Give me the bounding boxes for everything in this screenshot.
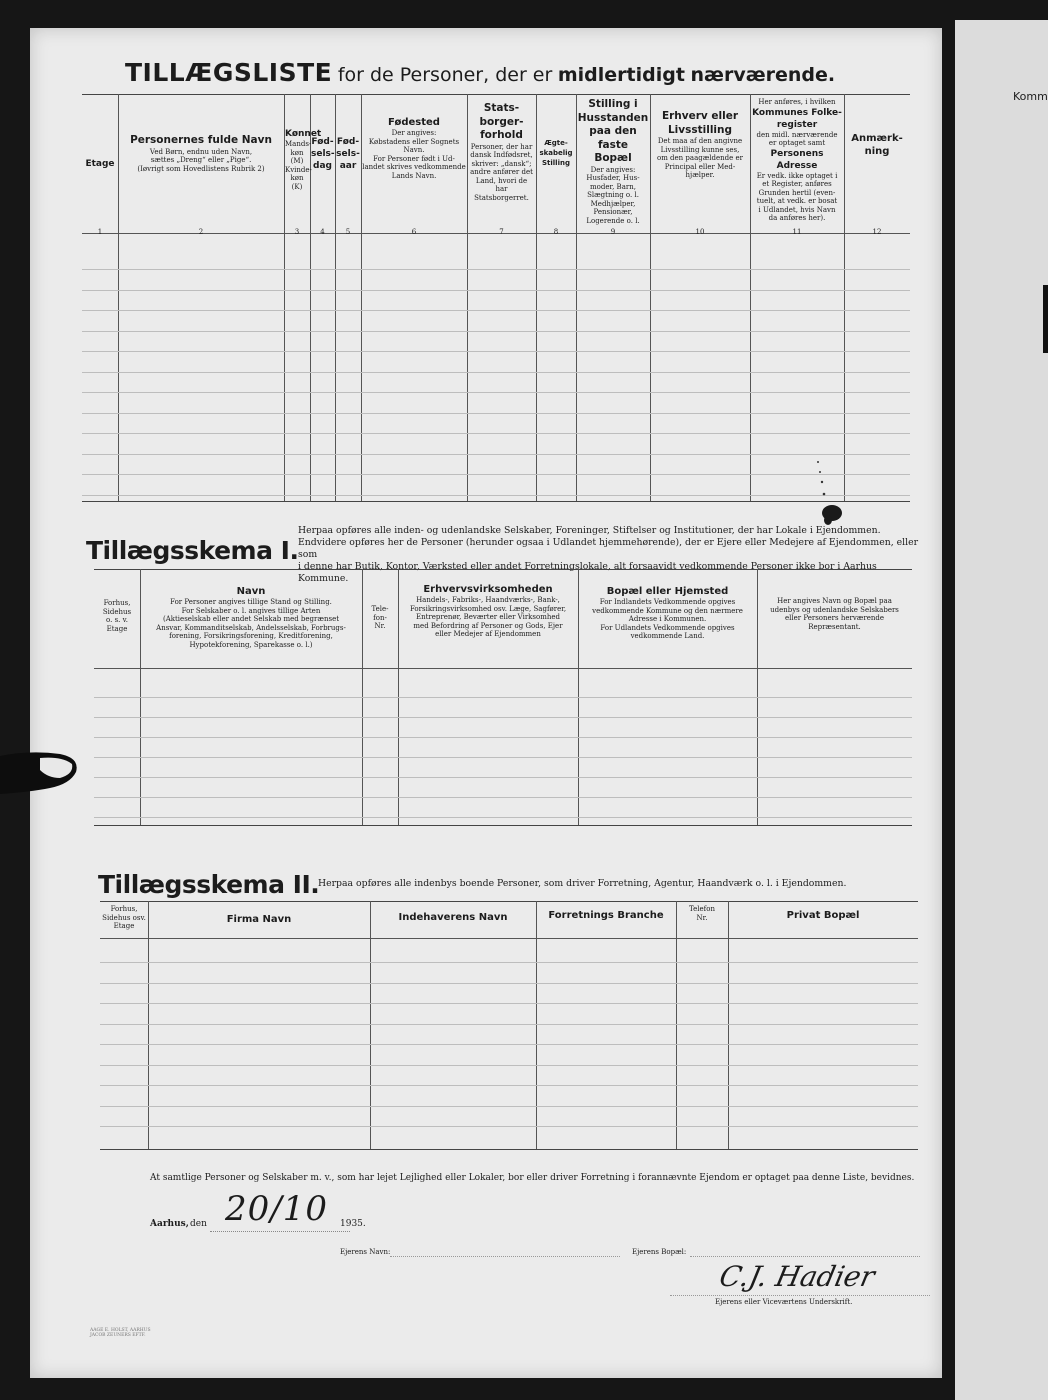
liste-col-header-text: om den paagældende er bbox=[656, 154, 744, 162]
skema2-row-line bbox=[100, 1065, 918, 1066]
liste-col-header-text: forhold bbox=[480, 129, 523, 141]
liste-col-header-3 bbox=[285, 98, 322, 229]
liste-col-header-1 bbox=[83, 98, 117, 229]
liste-col-header-text: Navn. bbox=[403, 146, 425, 154]
skema1-col-header-text: For Personer angives tillige Stand og Stilling. bbox=[170, 598, 332, 606]
skema2-row-line bbox=[100, 1044, 918, 1045]
liste-col-header-text: register bbox=[776, 119, 818, 130]
liste-col-header-text: dag bbox=[313, 161, 332, 171]
skema1-col-header-text: Forsikringsvirksomhed osv. Læge, Sagfører, bbox=[409, 604, 567, 613]
liste-col-header-9 bbox=[577, 98, 649, 229]
liste-row-line bbox=[82, 372, 910, 373]
liste-row-line bbox=[82, 474, 910, 475]
liste-col-header-text: Er vedk. ikke optaget i bbox=[756, 171, 838, 180]
skema2-col-divider bbox=[676, 901, 677, 1149]
skema1-col-header-text: o. s. v. bbox=[106, 616, 128, 624]
skema2-row-line bbox=[100, 1003, 918, 1004]
liste-bottom-rule bbox=[82, 501, 910, 502]
skema1-bottom-rule bbox=[94, 825, 912, 826]
date-handwritten: 20/10 bbox=[225, 1189, 328, 1229]
skema1-col-header-text: Sidehus bbox=[102, 607, 132, 616]
printer-imprint bbox=[90, 1328, 151, 1338]
liste-col-header-text: Slægtning o. l. bbox=[587, 191, 639, 199]
place-label: Aarhus, bbox=[150, 1219, 189, 1229]
liste-col-header-text: da anføres her). bbox=[768, 214, 826, 222]
liste-col-header-text: skriver: „dansk“; bbox=[471, 159, 532, 168]
liste-col-header-text: ning bbox=[864, 146, 890, 157]
skema2-row-line bbox=[100, 1126, 918, 1127]
liste-col-header-text: sels- bbox=[336, 149, 360, 159]
skema2-title: Tillægsskema II. bbox=[98, 870, 320, 899]
adjacent-page-text: Komm bbox=[1013, 90, 1048, 103]
liste-col-header-text: Stats- bbox=[483, 102, 520, 114]
liste-col-header-text: Principal eller Med- bbox=[664, 162, 736, 171]
skema1-col-header-1 bbox=[95, 573, 139, 664]
liste-col-header-text: Personens Adresse bbox=[770, 148, 824, 171]
liste-col-header-text: Anmærk- bbox=[851, 133, 903, 144]
skema2-row-line bbox=[100, 1106, 918, 1107]
liste-col-header-text: Fød- bbox=[311, 137, 334, 147]
liste-col-header-text: et Register, anføres bbox=[762, 180, 832, 188]
liste-col-header-text: Kønnet bbox=[285, 129, 322, 139]
skema1-top-rule bbox=[94, 569, 912, 570]
liste-col-header-text: tuelt, at vedk. er bosat bbox=[756, 197, 838, 205]
liste-col-header-text: (Iøvrigt som Hovedlistens Rubrik 2) bbox=[137, 164, 265, 173]
skema1-col-header-text: Handels-, Fabriks-, Haandværks-, Bank-, bbox=[416, 596, 560, 604]
skema2-row-line bbox=[100, 983, 918, 984]
liste-col-header-text: Personer, der har bbox=[470, 142, 533, 151]
liste-col-number: 11 bbox=[792, 228, 802, 236]
skema1-col-header-text: Bopæl eller Hjemsted bbox=[606, 586, 729, 597]
skema1-title: Tillægsskema I. bbox=[86, 536, 299, 565]
adjacent-page bbox=[955, 20, 1048, 1400]
liste-col-number: 5 bbox=[345, 228, 351, 236]
liste-col-header-text: aar bbox=[339, 161, 357, 171]
liste-col-header-text: moder, Barn, bbox=[590, 182, 636, 191]
liste-col-header-text: køn bbox=[290, 148, 304, 157]
liste-col-header-text: Kommunes Folke- bbox=[752, 107, 842, 118]
liste-col-header-8 bbox=[537, 98, 575, 229]
signature-line bbox=[670, 1295, 930, 1296]
liste-col-number: 9 bbox=[610, 228, 616, 236]
liste-col-header-5 bbox=[336, 98, 360, 229]
thumb-shadow bbox=[0, 748, 80, 808]
liste-col-header-text: sels- bbox=[311, 149, 335, 159]
adjacent-page-mark bbox=[1043, 285, 1048, 353]
skema2-col-divider bbox=[728, 901, 729, 1149]
skema1-col-header-text: For Udlandets Vedkommende opgives bbox=[600, 623, 735, 632]
liste-col-header-text: Stilling i bbox=[588, 98, 638, 110]
liste-row-line bbox=[82, 269, 910, 270]
liste-col-header-text: andre anfører det bbox=[470, 168, 533, 176]
skema1-col-header-text: med Befordring af Personer og Gods, Ejer bbox=[413, 621, 563, 630]
liste-row-line bbox=[82, 454, 910, 455]
skema2-row-line bbox=[100, 1085, 918, 1086]
liste-col-header-text: borger- bbox=[479, 115, 524, 128]
den-label: den bbox=[190, 1219, 207, 1229]
skema2-col-header-5 bbox=[677, 905, 727, 934]
owner-name-line bbox=[390, 1256, 620, 1257]
liste-col-number: 6 bbox=[411, 228, 417, 236]
liste-col-header-text: Det maa af den angivne bbox=[657, 137, 743, 145]
skema2-col-header-text: Firma Navn bbox=[226, 914, 292, 925]
liste-col-header-text: faste bbox=[597, 138, 629, 151]
liste-col-header-text: Pensionær, bbox=[593, 208, 633, 216]
skema1-col-header-text: Navn bbox=[236, 586, 266, 597]
skema2-bottom-rule bbox=[100, 1149, 918, 1150]
liste-col-header-text: Bopæl bbox=[594, 152, 632, 164]
skema2-col-header-text: Indehaverens Navn bbox=[398, 912, 508, 923]
skema1-col-header-2 bbox=[141, 573, 361, 664]
signature-handwritten: C.J. Hadier bbox=[716, 1260, 878, 1293]
liste-col-header-text: Ved Børn, endnu uden Navn, bbox=[149, 147, 253, 156]
liste-col-number: 8 bbox=[553, 228, 559, 236]
liste-col-header-text: landet skrives vedkommende bbox=[362, 163, 466, 171]
liste-col-number: 10 bbox=[695, 228, 705, 236]
liste-col-header-text: Logerende o. l. bbox=[586, 216, 640, 225]
liste-col-number: 12 bbox=[872, 228, 882, 236]
liste-col-header-text: Land, hvori de bbox=[475, 176, 528, 185]
liste-col-number: 3 bbox=[294, 228, 300, 236]
liste-col-header-text: Fødested bbox=[388, 117, 440, 128]
skema2-col-divider bbox=[370, 901, 371, 1149]
skema2-col-header-text: Nr. bbox=[696, 913, 708, 922]
skema1-col-header-text: udenbys og udenlandske Selskabers bbox=[770, 605, 899, 614]
liste-col-header-text: skabelig bbox=[539, 149, 573, 157]
skema1-col-header-text: eller Medejer af Ejendommen bbox=[435, 630, 541, 638]
skema2-row-line bbox=[100, 962, 918, 963]
liste-col-header-text: Stilling bbox=[542, 159, 570, 167]
skema1-col-header-text: Nr. bbox=[374, 622, 386, 630]
liste-col-number: 2 bbox=[198, 228, 204, 236]
liste-col-header-text: har Statsborgerret. bbox=[474, 185, 529, 202]
liste-title-bold: midlertidigt bbox=[557, 64, 685, 86]
liste-col-header-text: Grunden hertil (even- bbox=[758, 188, 836, 197]
liste-col-header-text: Kvinde- bbox=[285, 165, 312, 174]
liste-top-rule bbox=[82, 94, 910, 95]
skema2-col-header-1 bbox=[101, 905, 147, 934]
skema1-col-header-text: vedkommende Land. bbox=[630, 632, 705, 640]
liste-col-header-text: den midl. nærværende bbox=[756, 130, 838, 139]
liste-col-header-text: Livsstilling kunne ses, bbox=[660, 145, 740, 154]
liste-col-header-text: er optaget samt bbox=[768, 139, 826, 147]
liste-row-line bbox=[82, 331, 910, 332]
skema2-col-header-text: Telefon bbox=[689, 905, 715, 913]
skema1-col-header-text: For Indlandets Vedkommende opgives bbox=[599, 598, 736, 606]
skema1-col-header-3 bbox=[363, 573, 397, 664]
skema2-col-header-text: Forretnings Branche bbox=[548, 910, 664, 921]
skema1-col-header-text: Tele- bbox=[371, 605, 389, 613]
liste-col-header-text: sættes „Dreng“ eller „Pige“. bbox=[150, 156, 252, 164]
liste-row-line bbox=[82, 495, 910, 496]
liste-col-header-text: Der angives: bbox=[391, 129, 437, 137]
skema1-intro-line-1: Herpaa opføres alle inden- og udenlandske Selskaber, Foreninger, Stiftelser og Institutioner, der har Lokale i Ejendommen. bbox=[298, 525, 881, 536]
liste-col-header-text: Fød- bbox=[336, 137, 360, 147]
signature-label: Ejerens eller Viceværtens Underskrift. bbox=[715, 1298, 853, 1306]
skema1-col-header-text: vedkommende Kommune og den nærmere bbox=[592, 606, 743, 615]
skema2-col-header-text: Etage bbox=[113, 922, 135, 930]
liste-col-header-text: Her anføres, i hvilken bbox=[758, 98, 836, 106]
liste-col-header-text: For Personer født i Ud- bbox=[373, 154, 455, 163]
liste-col-header-text: paa den bbox=[589, 125, 637, 137]
liste-col-header-12 bbox=[845, 98, 909, 229]
liste-col-header-text: Ægte- bbox=[544, 139, 568, 147]
date-line bbox=[150, 1189, 550, 1235]
skema2-col-divider bbox=[148, 901, 149, 1149]
skema1-row-line bbox=[94, 777, 912, 778]
skema1-col-header-text: Hypotekforening, Sparekasse o. l.) bbox=[189, 640, 313, 649]
skema1-row-line bbox=[94, 757, 912, 758]
liste-col-header-2 bbox=[119, 98, 283, 229]
liste-col-header-text: køn bbox=[290, 174, 304, 182]
skema1-col-header-text: Forhus, bbox=[103, 599, 131, 607]
liste-col-number: 1 bbox=[97, 228, 103, 236]
skema1-col-header-text: For Selskaber o. l. angives tillige Arten bbox=[181, 606, 321, 615]
skema1-intro-line-3: i denne har Butik, Kontor, Værksted eller andet Forretningslokale, alt forsaavidt vedkommende Personer ikke bor i Aarhus Kommune. bbox=[298, 561, 877, 584]
liste-row-line bbox=[82, 310, 910, 311]
liste-col-header-text: Der angives: bbox=[590, 165, 636, 174]
skema1-row-line bbox=[94, 697, 912, 698]
skema1-col-header-text: eller Personers herværende bbox=[785, 614, 884, 622]
skema1-col-header-text: Etage bbox=[106, 624, 128, 633]
skema2-top-rule bbox=[100, 901, 918, 902]
liste-row-line bbox=[82, 433, 910, 434]
skema1-col-header-4 bbox=[399, 573, 577, 664]
liste-row-line bbox=[82, 351, 910, 352]
liste-col-header-text: Livsstilling bbox=[667, 123, 733, 136]
liste-title bbox=[125, 58, 835, 87]
skema2-col-header-6 bbox=[729, 905, 917, 934]
skema1-col-header-text: Entreprenør, Beværter eller Virksomhed bbox=[415, 613, 560, 621]
liste-col-header-6 bbox=[362, 98, 466, 229]
skema1-row-line bbox=[94, 737, 912, 738]
liste-col-header-text: Etage bbox=[85, 159, 115, 169]
owner-name-label: Ejerens Navn: bbox=[340, 1248, 391, 1256]
liste-col-header-text: Husfader, Hus- bbox=[586, 174, 640, 182]
skema1-col-header-text: Repræsentant. bbox=[808, 622, 861, 631]
liste-col-header-text: dansk Indfødsret, bbox=[470, 151, 533, 159]
liste-col-header-text: Erhverv eller bbox=[661, 110, 739, 122]
skema2-row-line bbox=[100, 1024, 918, 1025]
skema1-col-header-text: Adresse i Kommunen. bbox=[628, 615, 707, 623]
skema1-col-header-text: fon- bbox=[373, 613, 387, 622]
skema1-row-line bbox=[94, 817, 912, 818]
liste-col-header-text: Lands Navn. bbox=[391, 171, 437, 180]
liste-col-header-text: Husstanden bbox=[577, 111, 649, 124]
liste-col-header-text: Personernes fulde Navn bbox=[130, 134, 272, 146]
skema1-col-header-text: Erhvervsvirksomheden bbox=[423, 584, 553, 595]
liste-col-number: 7 bbox=[499, 228, 504, 236]
skema2-col-header-4 bbox=[537, 905, 675, 934]
owner-address-line bbox=[690, 1256, 920, 1257]
printer-line-1: AAGE E. HOLST, AARHUS bbox=[90, 1328, 151, 1333]
liste-row-line bbox=[82, 290, 910, 291]
liste-col-header-text: i Udlandet, hvis Navn bbox=[758, 205, 836, 214]
skema2-col-divider bbox=[536, 901, 537, 1149]
liste-col-header-text: Mands- bbox=[285, 140, 312, 148]
skema1-row-line bbox=[94, 797, 912, 798]
skema2-col-header-3 bbox=[371, 905, 535, 934]
liste-title-main: TILLÆGSLISTE bbox=[125, 58, 333, 87]
liste-col-header-10 bbox=[651, 98, 749, 229]
skema1-row-line bbox=[94, 717, 912, 718]
owner-address-label: Ejerens Bopæl: bbox=[632, 1248, 687, 1256]
liste-col-header-4 bbox=[311, 98, 334, 229]
skema2-col-header-2 bbox=[149, 905, 369, 934]
liste-col-number: 4 bbox=[320, 228, 325, 236]
skema1-col-header-text: forening, Forsikringsforening, Kreditforening, bbox=[169, 632, 333, 640]
liste-col-header-text: Købstadens eller Sognets bbox=[368, 137, 460, 146]
liste-col-header-text: (K) bbox=[291, 182, 303, 191]
skema1-col-header-6 bbox=[758, 573, 911, 664]
liste-col-header-text: hjælper. bbox=[685, 171, 715, 179]
liste-col-header-text: (M) bbox=[290, 157, 304, 165]
liste-title-rest-b: nærværende. bbox=[690, 64, 836, 86]
skema2-col-header-text: Privat Bopæl bbox=[786, 910, 860, 921]
liste-row-line bbox=[82, 413, 910, 414]
form-page bbox=[30, 28, 942, 1378]
skema2-col-header-text: Forhus, bbox=[110, 905, 138, 913]
liste-title-rest-a: for de Personer, der er bbox=[337, 64, 553, 86]
printer-line-2: JACOB ZEUNERS EFTF. bbox=[90, 1333, 146, 1338]
skema1-col-header-5 bbox=[579, 573, 756, 664]
skema1-col-header-text: Her angives Navn og Bopæl paa bbox=[777, 597, 892, 605]
skema2-header-rule bbox=[100, 938, 918, 939]
liste-row-line bbox=[82, 392, 910, 393]
skema2-col-header-text: Sidehus osv. bbox=[102, 913, 146, 922]
skema1-header-rule bbox=[94, 668, 912, 669]
skema1-intro-line-2: Endvidere opføres her de Personer (herunder ogsaa i Udlandet hjemmehørende), der er Ejere eller Medejere af Ejendommen, eller som bbox=[298, 537, 919, 560]
liste-col-header-text: Medhjælper, bbox=[590, 199, 636, 208]
liste-col-header-7 bbox=[468, 98, 535, 229]
skema2-intro: Herpaa opføres alle indenbys boende Personer, som driver Forretning, Agentur, Haandværk o. l. i Ejendommen. bbox=[318, 878, 847, 889]
liste-col-header-11 bbox=[751, 98, 843, 229]
ink-blot bbox=[810, 458, 850, 528]
skema1-col-header-text: (Aktieselskab eller andet Selskab med begrænset bbox=[162, 615, 340, 623]
declaration: At samtlige Personer og Selskaber m. v., som har lejet Lejlighed eller Lokaler, bor eller driver Forretning i forannævnte Ejendom er optaget paa denne Liste, bevidnes. bbox=[150, 1173, 915, 1183]
year-label: 1935. bbox=[340, 1219, 366, 1229]
skema1-col-header-text: Ansvar, Kommanditselskab, Andelsselskab, Forbrugs- bbox=[156, 623, 346, 632]
